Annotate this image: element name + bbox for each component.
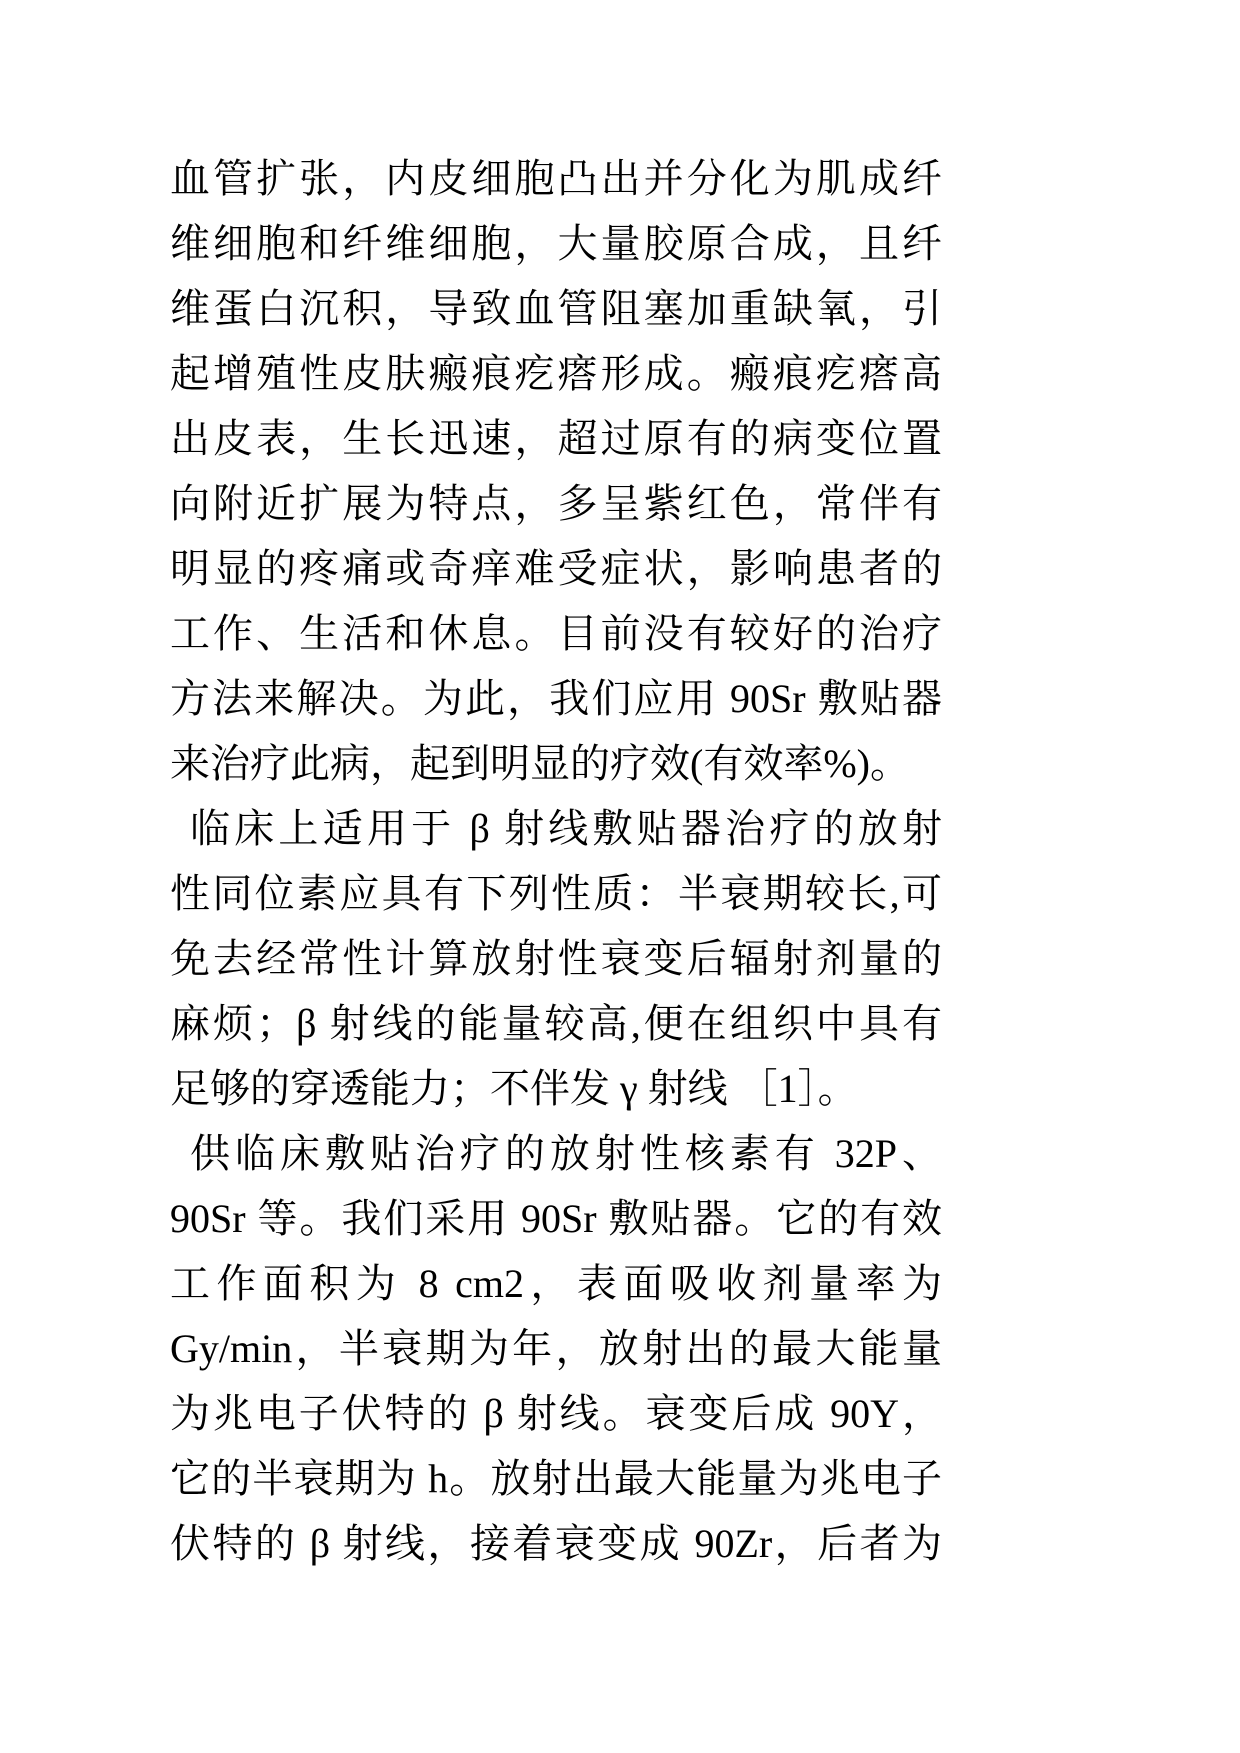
text-line: 伏特的 β 射线，接着衰变成 90Zr，后者为 — [170, 1521, 942, 1566]
text-line: 维细胞和纤维细胞，大量胶原合成，且纤 — [170, 221, 942, 266]
text-line: 它的半衰期为 h。放射出最大能量为兆电子 — [170, 1456, 942, 1501]
text-line: 出皮表，生长迅速，超过原有的病变位置 — [170, 416, 942, 461]
text-line: 方法来解决。为此，我们应用 90Sr 敷贴器 — [170, 676, 942, 721]
text-line: 工作、生活和休息。目前没有较好的治疗 — [170, 611, 942, 656]
text-line: Gy/min，半衰期为年，放射出的最大能量 — [170, 1326, 942, 1371]
text-line: 起增殖性皮肤瘢痕疙瘩形成。瘢痕疙瘩高 — [170, 351, 942, 396]
text-line: 明显的疼痛或奇痒难受症状，影响患者的 — [170, 546, 942, 591]
text-line: 维蛋白沉积，导致血管阻塞加重缺氧，引 — [170, 286, 942, 331]
text-line-paragraph-end: 来治疗此病，起到明显的疗效(有效率%)。 — [170, 741, 910, 786]
text-line: 血管扩张，内皮细胞凸出并分化为肌成纤 — [170, 156, 942, 201]
text-line-paragraph-start: 临床上适用于 β 射线敷贴器治疗的放射 — [190, 806, 942, 851]
text-line: 麻烦；β 射线的能量较高,便在组织中具有 — [170, 1001, 942, 1046]
text-line: 为兆电子伏特的 β 射线。衰变后成 90Y， — [170, 1391, 942, 1436]
text-line: 向附近扩展为特点，多呈紫红色，常伴有 — [170, 481, 942, 526]
text-line: 90Sr 等。我们采用 90Sr 敷贴器。它的有效 — [170, 1196, 942, 1241]
text-line-paragraph-start: 供临床敷贴治疗的放射性核素有 32P、 — [190, 1131, 942, 1176]
document-text-block — [170, 146, 942, 1576]
text-line: 免去经常性计算放射性衰变后辐射剂量的 — [170, 936, 942, 981]
text-line: 性同位素应具有下列性质：半衰期较长,可 — [170, 871, 942, 916]
text-line: 工作面积为 8 cm2，表面吸收剂量率为 — [170, 1261, 942, 1306]
text-line-paragraph-end: 足够的穿透能力；不伴发 γ 射线 ［1］。 — [170, 1066, 858, 1111]
